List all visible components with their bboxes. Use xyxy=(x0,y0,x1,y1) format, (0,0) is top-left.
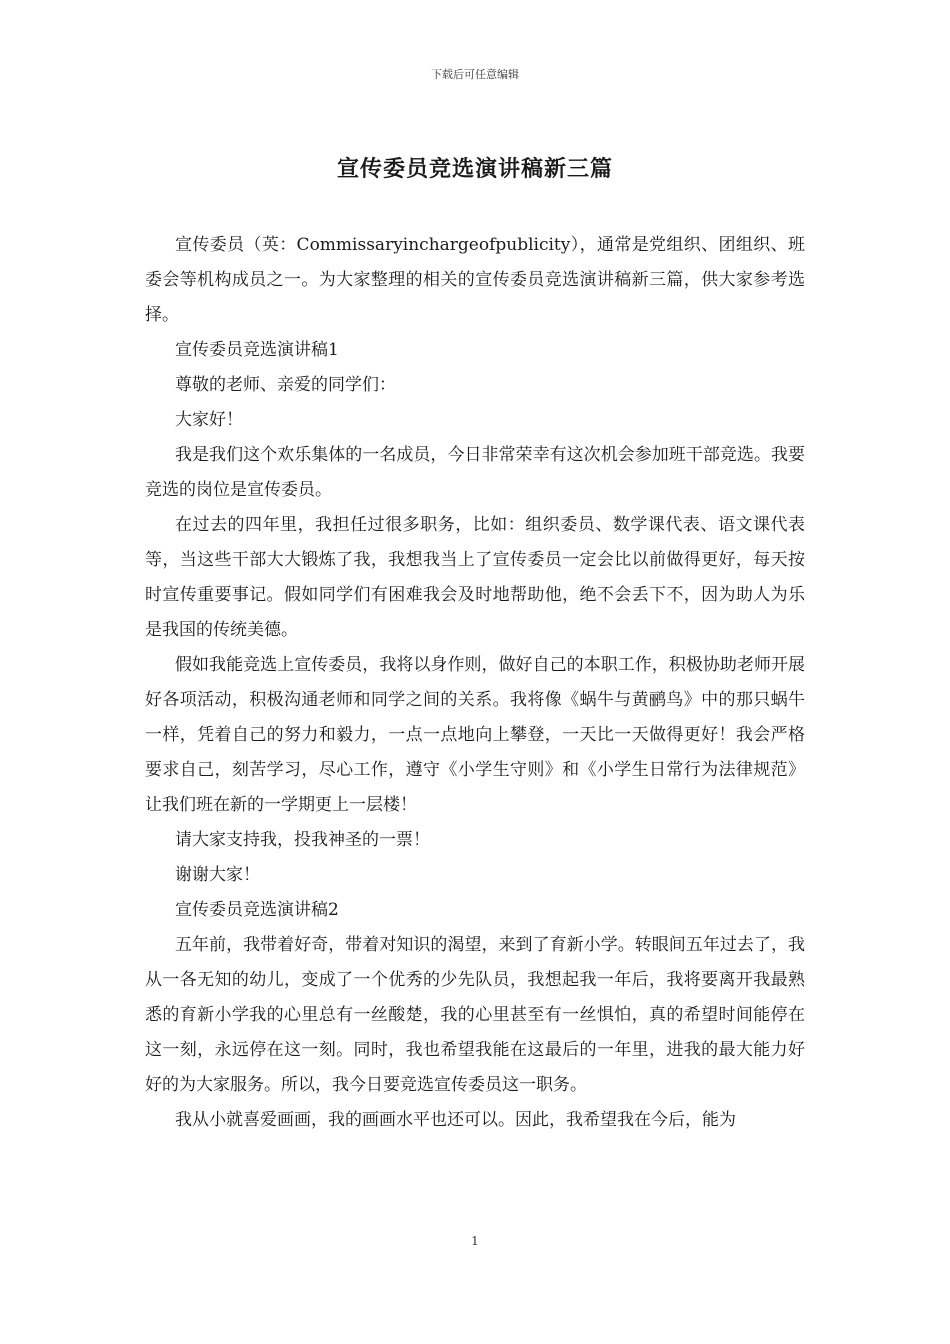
paragraph-intro: 宣传委员（英：Commissaryinchargeofpublicity），通常是党组织、团组织、班委会等机构成员之一。为大家整理的相关的宣传委员竞选演讲稿新三篇，供大家参考选择。 xyxy=(145,235,805,325)
paragraph: 五年前，我带着好奇，带着对知识的渴望，来到了育新小学。转眼间五年过去了，我从一各无知的幼儿，变成了一个优秀的少先队员，我想起我一年后，我将要离开我最熟悉的育新小学我的心里总有一丝酸楚，我的心里甚至有一丝惧怕，真的希望时间能停在这一刻，永远停在这一刻。同时，我也希望我能在这最后的一年里，进我的最大能力好好的为大家服务。所以，我今日要竞选宣传委员这一职务。 xyxy=(145,935,805,1095)
paragraph-thanks: 谢谢大家！ xyxy=(175,865,260,885)
document-title: 宣传委员竞选演讲稿新三篇 xyxy=(336,156,613,182)
section-heading-speech-1: 宣传委员竞选演讲稿1 xyxy=(175,340,339,360)
paragraph-salutation: 尊敬的老师、亲爱的同学们： xyxy=(175,375,396,395)
paragraph: 假如我能竞选上宣传委员，我将以身作则，做好自己的本职工作，积极协助老师开展好各项活动，积极沟通老师和同学之间的关系。我将像《蜗牛与黄鹂鸟》中的那只蜗牛一样，凭着自己的努力和毅力，一点一点地向上攀登，一天比一天做得更好！我会严格要求自己，刻苦学习，尽心工作，遵守《小学生守则》和《小学生日常行为法律规范》让我们班在新的一学期更上一层楼！ xyxy=(145,655,805,815)
paragraph: 请大家支持我，投我神圣的一票！ xyxy=(175,830,430,850)
page-number: 1 xyxy=(471,1234,479,1248)
document-body xyxy=(145,228,805,1138)
section-heading-speech-2: 宣传委员竞选演讲稿2 xyxy=(175,900,339,920)
paragraph: 我从小就喜爱画画，我的画画水平也还可以。因此，我希望我在今后，能为 xyxy=(175,1110,736,1130)
paragraph: 我是我们这个欢乐集体的一名成员，今日非常荣幸有这次机会参加班干部竞选。我要竞选的岗位是宣传委员。 xyxy=(145,445,805,500)
page-header-note: 下载后可任意编辑 xyxy=(431,68,519,81)
paragraph-greeting: 大家好！ xyxy=(175,410,243,430)
paragraph: 在过去的四年里，我担任过很多职务，比如：组织委员、数学课代表、语文课代表等，当这些干部大大锻炼了我，我想我当上了宣传委员一定会比以前做得更好，每天按时宣传重要事记。假如同学们有困难我会及时地帮助他，绝不会丢下不，因为助人为乐是我国的传统美德。 xyxy=(145,515,805,640)
